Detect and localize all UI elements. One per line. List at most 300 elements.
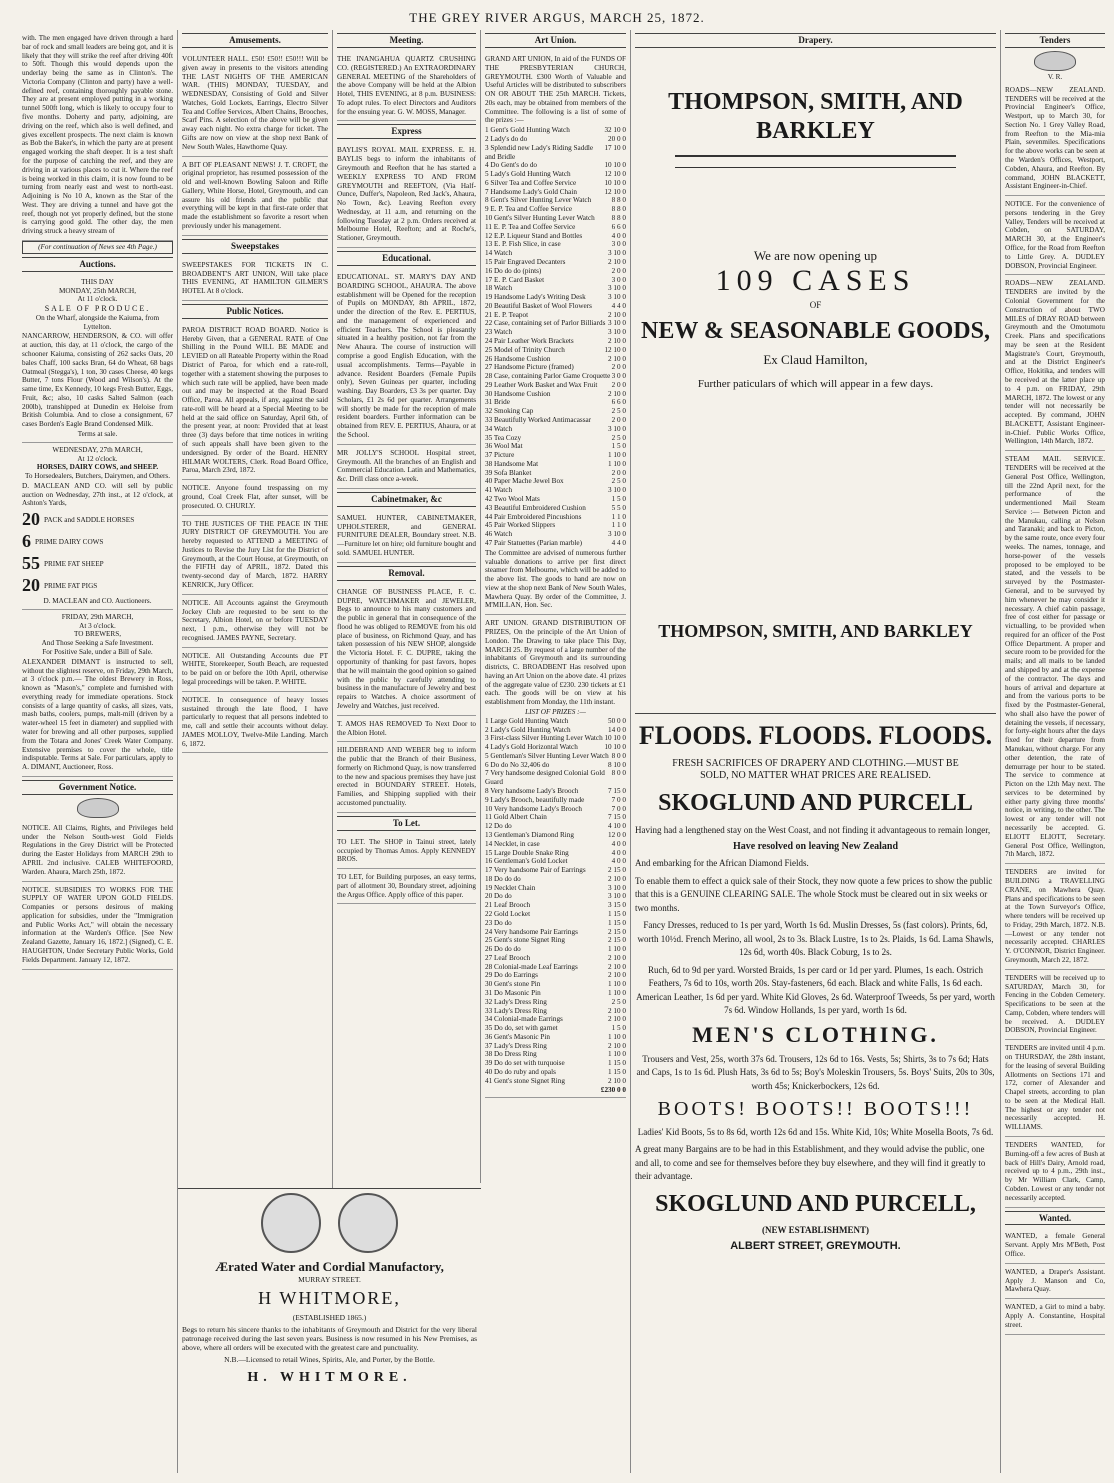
prize-value: 2 5 0 xyxy=(611,433,626,442)
ad-hildebrand-weber xyxy=(337,742,476,812)
prize-value: 7 0 0 xyxy=(611,795,626,804)
prize-value: 2 10 0 xyxy=(608,874,626,883)
prize-row xyxy=(485,319,626,328)
tender-text: TENDERS are invited for BUILDING a TRAVELLING CRANE, on Mawhera Quay. Plans and specifications to be seen at the Town Surveyor's Office, where tenders will be received up to Friday, 29th March, 1872. N.B.—Lowest or any tender not necessarily accepted. CHARLES Y. O'CONNOR, District Engineer. Greymouth, March 22, 1872. xyxy=(1005,868,1105,964)
prize-value: 8 8 0 xyxy=(611,205,626,214)
livestock-count: 6 xyxy=(22,531,31,552)
prize-row xyxy=(485,849,626,858)
prize-value: 4 10 0 xyxy=(608,822,626,831)
prize-item: 3 Splendid new Lady's Riding Saddle and Bridle xyxy=(485,143,594,161)
ad-inangahua-meeting xyxy=(337,51,476,121)
auction-line: To Horsedealers, Butchers, Dairymen, and Others. xyxy=(25,472,170,481)
ad-volunteer-hall xyxy=(182,51,328,157)
prize-item: 18 Watch xyxy=(485,284,513,293)
prize-value: 3 10 0 xyxy=(608,424,626,433)
prize-item: 41 Watch xyxy=(485,486,513,495)
prize-row xyxy=(485,761,626,770)
notice-paroa-road-board xyxy=(182,322,328,480)
prize-row xyxy=(485,293,626,302)
prize-item: 18 Do do do xyxy=(485,874,521,883)
prize-value: 3 0 0 xyxy=(611,275,626,284)
prize-value: 1 10 0 xyxy=(608,451,626,460)
prize-value: 2 5 0 xyxy=(611,407,626,416)
prize-value: 4 0 0 xyxy=(611,848,626,857)
prize-value: 8 8 0 xyxy=(611,196,626,205)
prize-item: 10 Very handsome Lady's Brooch xyxy=(485,804,582,813)
prize-item: 4 Do Gent's do do xyxy=(485,161,538,170)
prize-row xyxy=(485,346,626,355)
notice-accounts-white xyxy=(182,648,328,692)
prize-row xyxy=(485,434,626,443)
prize-value: 1 15 0 xyxy=(608,1059,626,1068)
notice-text: NOTICE. All Claims, Rights, and Privileges held under the Nelson South-west Gold Fields Regulations in the Grey District will be Protected during the Easter Holidays from MARCH 29th to APRIL 2nd inclusive. CALEB WHITEFOORD, Warden. Ahaura, March 25th, 1872. xyxy=(22,823,173,876)
prize-row xyxy=(485,910,626,919)
prize-item: 11 Gold Albert Chain xyxy=(485,813,547,822)
prize-item: 31 Bride xyxy=(485,398,510,407)
prize-value: 3 10 0 xyxy=(608,284,626,293)
prize-item: 9 E. P. Tea and Coffee Service xyxy=(485,205,573,214)
prize-value: 3 10 0 xyxy=(608,486,626,495)
prize-row xyxy=(485,328,626,337)
ad-broadbent-art-union xyxy=(485,615,626,1098)
prize-item: 45 Pair Worked Slippers xyxy=(485,521,556,530)
prize-total: £230 0 0 xyxy=(600,1085,626,1094)
prize-item: 30 Handsome Cushion xyxy=(485,389,551,398)
notice-water-subsidies xyxy=(22,882,173,970)
drapery-prices: Fancy Dresses, reduced to 1s per yard, Worth 1s 6d. Muslin Dresses, 5s (fast colors). Prints, 6d, worth 10½d. French Merino, all wool, 2s to 3s. Black Lustre, 1s to 2s. Plaids, 1s 6d. Lama Shawls, 12s 6d, worth 40s. Black Coburg, 1s to 2s. xyxy=(637,920,994,958)
prize-row xyxy=(485,875,626,884)
prize-row xyxy=(485,276,626,285)
prize-item: 38 Handsome Mat xyxy=(485,459,539,468)
section-removal: Removal. xyxy=(337,566,476,581)
prize-value: 7 15 0 xyxy=(608,787,626,796)
prize-row xyxy=(485,179,626,188)
prize-row xyxy=(485,284,626,293)
prize-value: 1 1 0 xyxy=(611,521,626,530)
ad-text: GRAND ART UNION, In aid of the FUNDS OF THE PRESBYTERIAN CHURCH, GREYMOUTH. £300 Worth of Valuable and Useful Articles will be distributed to subscribers ON OR ABOUT THE 25th MARCH. Tickets, 20s each, may be obtained from members of the Committee. The following is a list of some of the prizes :— xyxy=(485,54,626,125)
prize-row xyxy=(485,258,626,267)
auction-line: At 11 o'clock. xyxy=(77,295,118,304)
prize-item: 35 Do do, set with garnet xyxy=(485,1024,558,1033)
drapery-prices: Ladies' Kid Boots, 5s to 8s 6d, worth 12s 6d and 15s. White Kid, 10s; White Mosella Boots, 7s 6d. xyxy=(637,1126,994,1137)
prize-item: 24 Very handsome Pair Earrings xyxy=(485,927,578,936)
auction-body: D. MACLEAN AND CO. will sell by public auction on Wednesday, 27th inst., at 12 o'clock, at Ashton's Yards, xyxy=(22,481,173,508)
news-continued xyxy=(22,30,173,241)
continuation-note: (For continuation of News see 4th Page.) xyxy=(22,241,173,254)
auctioneer-sign: D. MACLEAN and CO. Auctioneers. xyxy=(43,597,152,606)
drapery-line: We are now opening up xyxy=(753,247,878,263)
auction-line: THIS DAY xyxy=(81,277,114,286)
notice-text: NOTICE. In consequence of heavy losses sustained through the late flood, I have particularly to request that all persons indebted to me, call and settle their accounts without delay. JAMES MOLLOY, Twelve-Mile Landing. March 6, 1872. xyxy=(182,695,328,748)
drapery-address: ALBERT STREET, GREYMOUTH. xyxy=(730,1239,901,1252)
ad-to-let-building xyxy=(337,869,476,904)
prize-item: 42 Two Wool Mats xyxy=(485,495,540,504)
royal-crest-icon xyxy=(1034,51,1076,71)
ad-text: TO LET, for Building purposes, an easy terms, part of allotment 30, Boundary street, adjoining the Argus Office. Apply office of this paper. xyxy=(337,873,476,899)
notice-text: TO THE JUSTICES OF THE PEACE IN THE JURY DISTRICT OF GREYMOUTH. You are hereby requested to ATTEND a MEETING of Justices to Revise the Jury List for the District of Greymouth, at the Court House, at Greymouth, on the FIFTH day of APRIL, 1872. Dated this twenty-second day of March, 1872. HARRY KENRICK, Jury Officer. xyxy=(182,519,328,589)
prize-item: 19 Handsome Lady's Writing Desk xyxy=(485,293,586,302)
prize-row xyxy=(485,1033,626,1042)
column-tenders xyxy=(1001,30,1109,1473)
prize-value: 2 5 0 xyxy=(611,997,626,1006)
prize-row xyxy=(485,813,626,822)
prize-value: 2 10 0 xyxy=(608,310,626,319)
prize-row xyxy=(485,866,626,875)
prize-list-heading: LIST OF PRIZES :— xyxy=(525,708,586,716)
prize-item: 5 Gentleman's Silver Hunting Lever Watch xyxy=(485,751,609,760)
prize-value: 2 10 0 xyxy=(608,1006,626,1015)
wanted-servant xyxy=(1005,1228,1105,1263)
prize-item: 6 Silver Tea and Coffee Service xyxy=(485,178,577,187)
tender-text: STEAM MAIL SERVICE. TENDERS will be received at the General Post Office, Wellington, till the 22nd April next, for the performance of the undermentioned Mail Steam Service :— Between Picton and the Manukau, calling at Nelson and Taranaki; and back to Picton, by the same route, once every four weeks. The names, tonnage, and horse-power of the vessels proposed to be employed to be stated, and the vessels to be surveyed by the Postmaster-General, and to be surveyed by him whenever he may consider it necessary. A chief cabin passage, free of cost either for passage or victualling, to be provided when required for an officer of the Post Office Department. A proper and secure room to be provided for the mails; and all mails to be landed and shipped by and at the expense of the contractor. The days and hours of arrival and departure at and from the various ports to be fixed by the Postmaster-General, who shall also have the power of detaining the vessels, if necessary, for forty-eight hours after the days fixed for their departure from Manukau, without charge. For any other detention, the rate of demurrage per hour to be stated. The service to commence at Picton on the 12th May next. The services to be determined by either party giving three months' notice, in writing, to the other. The lowest or any tender will not necessarily be accepted. G. ELIOTT ELIOTT, Secretary. General Post Office, Wellington, 7th March, 1872. xyxy=(1005,455,1105,859)
prize-value: 50 0 0 xyxy=(608,716,626,725)
tender-roads-dray xyxy=(1005,275,1105,451)
medal-icon xyxy=(261,1193,321,1253)
ad-st-marys-school xyxy=(337,269,476,445)
prize-value: 14 0 0 xyxy=(608,725,626,734)
prize-item: 9 Lady's Brooch, beautifully made xyxy=(485,795,585,804)
auction-title: SALE OF PRODUCE. xyxy=(44,304,151,314)
prize-value: 1 5 0 xyxy=(611,1024,626,1033)
livestock-count: 55 xyxy=(22,553,40,574)
prize-item: 44 Pair Embroidered Pincushions xyxy=(485,512,582,521)
prize-value: 2 0 0 xyxy=(611,266,626,275)
prize-value: 32 10 0 xyxy=(604,126,626,135)
ad-text: ART UNION. GRAND DISTRIBUTION OF PRIZES, On the principle of the Art Union of London. The Drawing to take place This Day, MARCH 25. By request of a large number of the inhabitants of Greymouth and its surrounding districts, C. BROADBENT Has resolved upon having an Art Union on the above date. 41 prizes of the aggregate value of £230. 230 tickets at £1 each. The goods will be on view at his establishment from Monday, the 11th instant. xyxy=(485,619,626,707)
prize-row xyxy=(485,355,626,364)
prize-item: 17 Very handsome Pair of Earrings xyxy=(485,866,586,875)
auction-line: MONDAY, 25th MARCH, xyxy=(58,286,137,295)
ad-text: VOLUNTEER HALL. £50! £50!! £50!!! Will be given away in presents to the visitors attending THE LAST NIGHTS OF THE AMERICAN WAR. (THIS) MONDAY, TUESDAY, and WEDNESDAY, Consisting of Gold and Silver Watches, Gold Lockets, Earrings, Electro Silver Tea and Coffee Services, Albert Chains, Brooches, Scarf Pins. A selection of the above will be given away each night. No extra charge for ticket. The Gifts are now on view at the shop next Bank of New South Wales, Hawthorne Quay. xyxy=(182,54,328,151)
ornament-divider xyxy=(675,155,956,168)
prize-item: 37 Picture xyxy=(485,451,515,460)
prize-row xyxy=(485,717,626,726)
prize-value: 2 0 0 xyxy=(611,468,626,477)
tender-crane xyxy=(1005,864,1105,970)
prize-list xyxy=(485,717,626,1086)
prize-value: 2 10 0 xyxy=(608,336,626,345)
prize-row xyxy=(485,495,626,504)
prize-row xyxy=(485,769,626,787)
boots-heading: BOOTS! BOOTS!! BOOTS!!! xyxy=(657,1098,974,1121)
whitmore-body: Begs to return his sincere thanks to the inhabitants of Greymouth and District for the very liberal patronage received during the last seven years. Business is now resumed in his New Premises, as above, where all orders will be executed with the greatest care and punctuality. xyxy=(182,1325,477,1352)
auction-line: And Those Seeking a Safe Investment. xyxy=(41,639,154,648)
prize-value: 10 10 0 xyxy=(604,161,626,170)
prize-item: 36 Gent's Masonic Pin xyxy=(485,1032,550,1041)
prize-item: 46 Watch xyxy=(485,530,513,539)
prize-value: 7 15 0 xyxy=(608,813,626,822)
ad-text: T. AMOS HAS REMOVED To Next Door to the Albion Hotel. xyxy=(337,719,476,737)
prize-value: 3 0 0 xyxy=(611,240,626,249)
ad-pleasant-news xyxy=(182,157,328,236)
prize-value: 1 15 0 xyxy=(608,918,626,927)
prize-item: 7 Very handsome designed Colonial Gold Guard xyxy=(485,769,605,787)
section-sweepstakes: Sweepstakes xyxy=(182,239,328,254)
tender-burning xyxy=(1005,1137,1105,1207)
prize-row xyxy=(485,1077,626,1086)
column-meeting-express xyxy=(333,30,481,1183)
prize-row xyxy=(485,1050,626,1059)
prize-item: 12 E.P. Liqueur Stand and Bottles xyxy=(485,231,583,240)
prize-item: 34 Watch xyxy=(485,424,513,433)
livestock-label: PRIME FAT PIGS xyxy=(44,581,98,590)
drapery-goods: NEW & SEASONABLE GOODS, xyxy=(641,317,990,344)
section-meeting: Meeting. xyxy=(337,33,476,48)
royal-crest-icon xyxy=(77,798,119,818)
tender-notice-cobden xyxy=(1005,196,1105,275)
notice-gold-fields xyxy=(22,820,173,882)
prize-row xyxy=(485,196,626,205)
prize-row xyxy=(485,135,626,144)
ad-text: SAMUEL HUNTER, CABINETMAKER, UPHOLSTERER, and GENERAL FURNITURE DEALER, Boundary street. N.B.—Furniture let on hire; old furniture bought and sold. SAMUEL HUNTER. xyxy=(337,513,476,558)
prize-value: 6 6 0 xyxy=(611,222,626,231)
prize-item: 8 Gent's Silver Hunting Lever Watch xyxy=(485,196,592,205)
notice-text: NOTICE. All Accounts against the Greymouth Jockey Club are requested to be sent to the Secretary, Albion Hotel, on or before TUESDAY next, 1 p.m., otherwise they will not be recognised. JAMES PAYNE, Secretary. xyxy=(182,598,328,642)
whitmore-established: (ESTABLISHED 1865.) xyxy=(292,1313,367,1322)
notice-text: NOTICE. All Outstanding Accounts due PT WHITE, Storekeeper, South Beach, are requested to be paid on or before the 10th April, otherwise legal proceedings will be taken. P. WHITE. xyxy=(182,651,328,686)
prize-item: 33 Beautifully Worked Antimacassar xyxy=(485,416,592,424)
prize-row xyxy=(485,822,626,831)
prize-item: 37 Lady's Dress Ring xyxy=(485,1041,547,1050)
drapery-text: Having had a lengthened stay on the West Coast, and not finding it advantageous to remain longer, xyxy=(635,824,991,835)
section-wanted: Wanted. xyxy=(1005,1211,1105,1226)
prize-value: 2 0 0 xyxy=(611,416,626,424)
column-drapery xyxy=(631,30,1001,1473)
prize-row xyxy=(485,398,626,407)
section-public-notices: Public Notices. xyxy=(182,304,328,319)
prize-item: 31 Do Masonic Pin xyxy=(485,989,541,997)
prize-value: 5 5 0 xyxy=(611,503,626,512)
floods-sub: SOLD, NO MATTER WHAT PRICES ARE REALISED. xyxy=(700,770,931,782)
prize-item: 25 Model of Trinity Church xyxy=(485,345,565,354)
mens-clothing-heading: MEN'S CLOTHING. xyxy=(692,1021,939,1047)
prize-row xyxy=(485,469,626,478)
prize-row xyxy=(485,743,626,752)
ad-to-let-shop xyxy=(337,834,476,869)
prize-item: 34 Colonial-made Earrings xyxy=(485,1015,563,1024)
prize-value: 2 15 0 xyxy=(608,927,626,936)
prize-item: 23 Watch xyxy=(485,328,513,337)
prize-item: 22 Case, containing set of Parlor Billiards xyxy=(485,319,606,328)
prize-value: 4 0 0 xyxy=(611,231,626,240)
auction-line: At 3 o'clock. xyxy=(79,621,116,630)
prize-value: 2 15 0 xyxy=(608,866,626,875)
notice-text: NOTICE. SUBSIDIES TO WORKS FOR THE SUPPLY OF WATER UPON GOLD FIELDS. Companies or persons desirous of making application for subsidies, under the "Immigration and Public Works Act," will obtain the necessary information at the Warden's Office. [See New Zealand Gazette, January 16, 1872.] (Signed), C. E. HAUGHTON, Under Secretary Public Works, Gold Fields Department. January 12, 1872. xyxy=(22,885,173,964)
medal-icon xyxy=(338,1193,398,1253)
vr-mark: V. R. xyxy=(1047,72,1063,81)
prize-row xyxy=(485,954,626,963)
prize-value: 1 10 0 xyxy=(608,989,626,997)
ad-text: HILDEBRAND AND WEBER beg to inform the public that the Branch of their Business, formerly on Richmond Quay, is now transferred to the new and spacious premises they have just erected in BOUNDARY STREET. Hotels, Families, and Shipping supplied with their accustomed punctuality. xyxy=(337,746,476,807)
prize-row xyxy=(485,530,626,539)
prize-value: 2 10 0 xyxy=(608,1015,626,1024)
prize-item: 36 Wool Mat xyxy=(485,442,523,451)
prize-row xyxy=(485,787,626,796)
prize-value: 2 10 0 xyxy=(608,389,626,398)
news-text: with. The men engaged have driven through a hard bar of rock and small leaders are being got, and it is likely that they will strike the reef after driving 40ft to 50ft. Though this would depends upon the underlay being the same as in Clinton's. The Victoria Company (Clinton and party) have a well-defined reef, containing thoroughly payable stone. They are at present employed putting in a working tunnel 500ft long, which is likely to occupy four to five months. Doherty and party, adjoining, are driving on the reef, which also is well defined, and gives excellent prospects. The next claim is known as Bob the Baker's, in which the party are at present engaged working the shaft deeper. It is a test shaft for the purpose of catching the reef, and they are driving in at various places to cut it. Where the reef is being worked in this claim, it is now found to be turning from nearly east and west to north-east. Adjoining is No 10 A, known as the Star of the West. They are driving a tunnel and have got the reef, though not yet properly defined, but the stone is carrying good gold. The other day, the men driving struck a heavy stream of xyxy=(22,34,173,236)
prize-row xyxy=(485,919,626,928)
prize-value: 2 0 0 xyxy=(611,363,626,372)
livestock-count: 20 xyxy=(22,509,40,530)
section-art-union: Art Union. xyxy=(485,33,626,48)
prize-value: 3 10 0 xyxy=(608,530,626,539)
ad-baylis-express xyxy=(337,142,476,248)
prize-item: 14 Watch xyxy=(485,249,513,258)
prize-row xyxy=(485,381,626,390)
drapery-line: Ex Claud Hamilton, xyxy=(763,352,868,368)
prize-item: 19 Necklet Chain xyxy=(485,883,536,892)
livestock-row xyxy=(22,575,173,597)
prize-item: 14 Necklet, in case xyxy=(485,839,540,848)
prize-item: 21 Leaf Brooch xyxy=(485,901,531,910)
whitmore-nb: N.B.—Licensed to retail Wines, Spirits, Ale, and Porter, by the Bottle. xyxy=(224,1355,435,1364)
prize-item: 15 Large Double Snake Ring xyxy=(485,848,569,857)
floods-sub: FRESH SACRIFICES OF DRAPERY AND CLOTHING.—MUST BE xyxy=(672,758,959,770)
prize-value: 2 10 0 xyxy=(608,1041,626,1050)
drapery-cases: 109 CASES xyxy=(715,264,916,298)
prize-value: 4 4 0 xyxy=(611,538,626,547)
ad-text: THE INANGAHUA QUARTZ CRUSHING CO. (REGISTERED.) An EXTRAORDINARY GENERAL MEETING of the Shareholders of the above Company will be held at the Albion Hotel, THIS EVENING, at 8 p.m. BUSINESS: To adopt rules. To elect Directors and Auditors for the ensuing year. G. W. MOSS, Manager. xyxy=(337,54,476,116)
prize-value: 2 10 0 xyxy=(608,971,626,980)
prize-row xyxy=(485,390,626,399)
prize-item: 40 Paper Mache Jewel Box xyxy=(485,477,564,486)
ad-text: MR JOLLY'S SCHOOL Hospital street, Greymouth. All the branches of an English and Commercial Education. Latin and Mathematics, &c. Drill class once a-week. xyxy=(337,448,476,484)
prize-item: 17 E. P. Card Basket xyxy=(485,275,545,284)
prize-row xyxy=(485,363,626,372)
prize-value: 12 10 0 xyxy=(604,170,626,179)
prize-value: 10 10 0 xyxy=(604,734,626,743)
prize-item: 28 Colonial-made Leaf Earrings xyxy=(485,962,578,971)
prize-value: 3 10 0 xyxy=(608,249,626,258)
firm-skoglund-purcell-2: SKOGLUND AND PURCELL, xyxy=(655,1190,976,1217)
wanted-girl xyxy=(1005,1299,1105,1334)
whitmore-street: MURRAY STREET. xyxy=(298,1275,361,1284)
column-news-auctions xyxy=(18,30,178,1473)
tender-roads-westport xyxy=(1005,82,1105,196)
whitmore-footer: H. WHITMORE. xyxy=(247,1370,412,1385)
prize-row xyxy=(485,1024,626,1033)
prize-item: 11 E. P. Tea and Coffee Service xyxy=(485,222,576,231)
prize-value: 2 10 0 xyxy=(608,257,626,266)
prize-row xyxy=(485,726,626,735)
prize-item: 7 Handsome Lady's Gold Chain xyxy=(485,187,577,196)
ad-text: TO LET. The SHOP in Tainui street, lately occupied by Thomas Amos. Apply KENNEDY BROS. xyxy=(337,837,476,864)
prize-item: 10 Gent's Silver Hunting Lever Watch xyxy=(485,214,595,223)
prize-value: 1 1 0 xyxy=(611,512,626,521)
prize-item: 29 Do do Earrings xyxy=(485,971,538,980)
ad-text: CHANGE OF BUSINESS PLACE, F. C. DUPRE, WATCHMAKER and JEWELER, Begs to announce to his many customers and the public in general that in consequence of the flood he was obliged to REMOVE from his old place of business, on Richmond Quay, and has taken possession of his NEW SHOP, alongside the Victoria Hotel. F. C. DUPRE, taking the opportunity of thanking for past favors, hopes that he will maintain the good opinion so gained with the public by carefully attending to business in the manufacture of Jewelry and best repairs to Watches. A choice assortment of Jewelry and Watches, just received. xyxy=(337,587,476,710)
prize-row xyxy=(485,223,626,232)
ad-text: A BIT OF PLEASANT NEWS! J. T. CROFT, the original proprietor, has resumed possession of the old and well-known Bowling Saloon and Rifle Gallery, White Horse, Hotel, Greymouth, and can assure his old friends and the public that everything will be kept in that first-rate order that made the establishment so favorite a resort when previously under his management. xyxy=(182,160,328,231)
auction-horses xyxy=(22,443,173,610)
new-establishment: (NEW ESTABLISHMENT) xyxy=(762,1224,869,1235)
auction-body: NANCARROW, HENDERSON, & CO. will offer at auction, this day, at 11 o'clock, the cargo of the schooner Kaiuma, consisting of 262 sacks Oats, 20 bales Chaff, 100 sacks Bran, 64 do Wheat, 68 bags Oatmeal (Stegga's), 1 ton, 30 cases Cheese, 40 kegs Butter, 7 tons Flour (Wood and Wilson's). At the same time, Ex Kennedy, 10 kegs Fresh Butter, Eggs, Fruit, &c; also, 10 casks Salted Salmon (each 200lb), transhipped at Dunedin ex Heloise from British Columbia. And to close a consignment, 67 cases Borden's Eagle Brand Condensed Milk. xyxy=(22,332,173,429)
prize-item: 38 Do Dress Ring xyxy=(485,1050,537,1059)
notice-text: NOTICE. Anyone found trespassing on my ground, Coal Creek Flat, after sunset, will be prosecuted. O. CHURLY. xyxy=(182,484,328,510)
prize-item: 39 Sofa Blanket xyxy=(485,468,532,477)
prize-list xyxy=(485,126,626,548)
tender-text: TENDERS are invited until 4 p.m. on THURSDAY, the 28th instant, for the leasing of several Building Allotments on Sections 171 and 172, corner of Alexander and Chapel streets, according to plan to be seen at the Medical Hall. The highest or any tender not necessarily accepted. H. WILLIAMS. xyxy=(1005,1044,1105,1132)
prize-row xyxy=(485,857,626,866)
prize-item: 35 Tea Cozy xyxy=(485,433,522,442)
prize-value: 3 0 0 xyxy=(611,372,626,381)
prize-value: 10 10 0 xyxy=(604,178,626,187)
auction-line: FRIDAY, 29th MARCH, xyxy=(61,612,134,621)
ad-dupre xyxy=(337,584,476,716)
prize-item: 12 Do do xyxy=(485,822,512,831)
prize-row xyxy=(485,416,626,425)
livestock-row xyxy=(22,509,173,531)
prize-value: 4 0 0 xyxy=(611,839,626,848)
prize-row xyxy=(485,998,626,1007)
auction-line: WEDNESDAY, 27th MARCH, xyxy=(52,445,143,454)
drapery-text: To enable them to effect a quick sale of their Stock, they now quote a few prices to show the public that this is a GENUINE CLEARING SALE. The whole Stock must be cleared out in six weeks or two months. xyxy=(635,875,993,913)
prize-row xyxy=(485,249,626,258)
prize-row xyxy=(485,504,626,513)
section-tenders: Tenders xyxy=(1005,33,1105,48)
prize-item: 41 Gent's stone Signet Ring xyxy=(485,1076,565,1085)
prize-row xyxy=(485,963,626,972)
prize-item: 32 Lady's Dress Ring xyxy=(485,997,547,1006)
section-auctions: Auctions. xyxy=(22,257,173,272)
prize-row xyxy=(485,1015,626,1024)
prize-value: 6 6 0 xyxy=(611,398,626,407)
prize-row xyxy=(485,1042,626,1051)
prize-value: 2 10 0 xyxy=(608,1076,626,1085)
wanted-text: WANTED, a Girl to mind a baby. Apply A. Constantine, Hospital street. xyxy=(1005,1303,1105,1329)
column-art-union xyxy=(481,30,631,1473)
drapery-line: Further paticulars of which will appear in a few days. xyxy=(697,378,934,391)
auction-line: At 12 o'clock. xyxy=(77,454,118,463)
tender-text: TENDERS WANTED, for Burning-off a few acres of Bush at back of Hill's Dairy, Arnold road, received up to 4 p.m., 29th inst., by Mr William Clark, Camp, Cobden. Lowest or any tender not necessarily accepted. xyxy=(1005,1141,1105,1202)
prize-value: 4 4 0 xyxy=(611,301,626,310)
prize-value: 1 10 0 xyxy=(608,1050,626,1059)
prize-value: 17 10 0 xyxy=(604,143,626,152)
section-drapery: Drapery. xyxy=(635,33,996,48)
tender-text: ROADS—NEW ZEALAND. TENDERS are invited by the Colonial Government for the Construction of about TWO MILES of DRAY ROAD between Greymouth and the Omotumotu Creek. Plans and specifications may be seen at the Resident Magistrate's Court, Greymouth, and at the District Engineer's Office, Hokitika, and tenders will be received at the latter place up to 4 p.m. on FRIDAY, 29th MARCH, 1872. The lowest or any tender will not necessarily be accepted. By command, JOHN BLACKETT, Assistant Engineer-in-Chief. Public Works Office, Wellington, 14th March, 1872. xyxy=(1005,279,1105,446)
prize-item: 40 Do do ruby and opals xyxy=(485,1068,556,1077)
livestock-label: PRIME FAT SHEEP xyxy=(44,559,104,568)
prize-row xyxy=(485,240,626,249)
prize-value: 1 10 0 xyxy=(608,945,626,954)
prize-row xyxy=(485,205,626,214)
tender-text: NOTICE. For the convenience of persons tendering in the Grey Valley, Tenders will be received at Cobden, on SATURDAY, MARCH 30, at the Engineer's Office, for the Road from Reefton to Little Grey. A. DUDLEY DOBSON, Provincial Engineer. xyxy=(1005,200,1105,270)
section-to-let: To Let. xyxy=(337,816,476,831)
prize-row xyxy=(485,805,626,814)
prize-value: 12 10 0 xyxy=(604,187,626,196)
drapery-text: A great many Bargains are to be had in this Establishment, and they would advise the public, one and all, to come and see for themselves before they buy elsewhere, and they will find it greatly to their advantage. xyxy=(635,1144,986,1182)
auction-body: ALEXANDER DIMANT is instructed to sell, without the slightest reserve, on Friday, 29th March, at 3 o'clock p.m.— The oldest Brewery in Ross, known as "Mason's," complete and furnished with everything ready for immediate operations. Stock consists of a large quantity of casks, all sizes, vats, mash baths, coolers, pumps, malt-mill (driven by a water-wheel 15 feet in diameter) and supplied with water for brewing and all other purposes, supplied from the Totara and Jones' Creek Water Company. Extensive premises to cover the whole, title indisputable. Terms at Sale. For particulars, apply to A. DIMANT, Auctioneer, Ross. xyxy=(22,657,173,772)
prize-row xyxy=(485,302,626,311)
auction-line: On the Wharf, alongside the Kaiuma, from Lyttelton. xyxy=(35,313,160,331)
ad-amos xyxy=(337,716,476,743)
prize-value: 1 10 0 xyxy=(608,980,626,989)
prize-item: 25 Gent's stone Signet Ring xyxy=(485,936,565,945)
prize-row xyxy=(485,126,626,135)
prize-item: 47 Pair Statuettes (Parian marble) xyxy=(485,538,583,547)
whitmore-heading: Ærated Water and Cordial Manufactory, xyxy=(215,1259,444,1274)
prize-row xyxy=(485,407,626,416)
prize-row xyxy=(485,232,626,241)
ad-sweepstakes xyxy=(182,257,328,301)
prize-item: 3 First-class Silver Hunting Lever Watch xyxy=(485,734,603,743)
prize-row xyxy=(485,477,626,486)
livestock-row xyxy=(22,553,173,575)
prize-item: 43 Beautiful Embroidered Cushion xyxy=(485,503,586,512)
auction-line: TO BREWERS, xyxy=(74,630,121,639)
drapery-resolved: Have resolved on leaving New Zealand xyxy=(732,841,899,853)
whitmore-name: H WHITMORE, xyxy=(258,1288,401,1308)
